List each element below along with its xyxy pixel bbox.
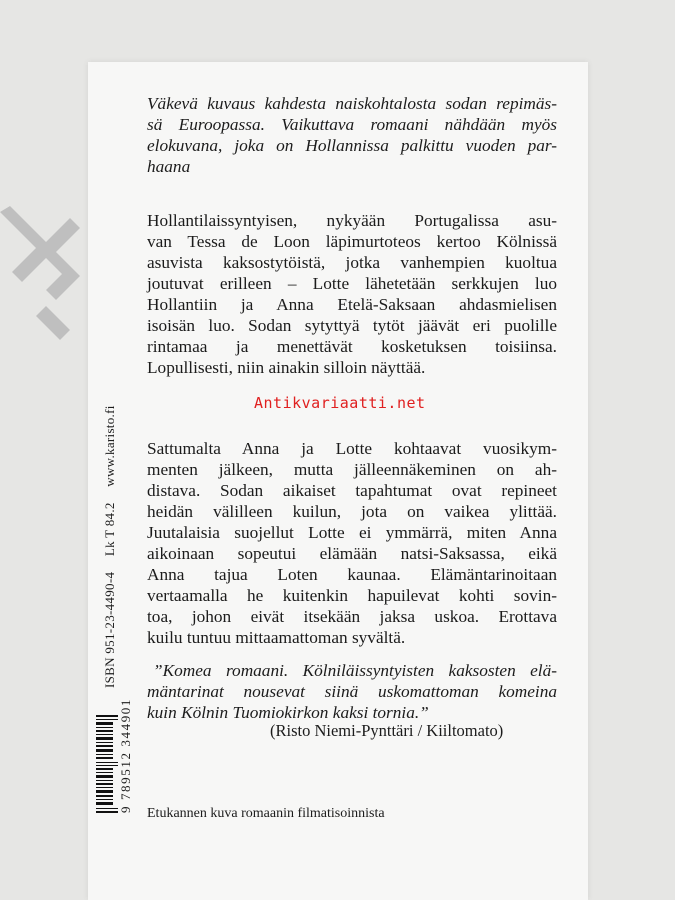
body-line: heidän välilleen kuilun, jota on vaikea ylittää. bbox=[147, 502, 557, 521]
cover-caption: Etukannen kuva romaanin filmatisoinnista bbox=[147, 806, 385, 821]
body-line: van Tessa de Loon läpimurtoteos kertoo Kölnissä bbox=[147, 232, 557, 251]
classification-text: Lk T 84.2 bbox=[102, 502, 117, 557]
watermark: Antikvariaatti.net bbox=[254, 394, 426, 412]
body-line: Sattumalta Anna ja Lotte kohtaavat vuosikym- bbox=[147, 439, 557, 458]
barcode-digits: 9 789512 344901 bbox=[118, 698, 133, 813]
quote-line: ”Komea romaani. Kölniläissyntyisten kaksosten elä- bbox=[153, 661, 557, 680]
quote-line: mäntarinat nousevat siinä uskomattoman komeina bbox=[147, 682, 557, 701]
body-line: menten jälkeen, mutta jälleennäkeminen on ah- bbox=[147, 460, 557, 479]
body-line: aikoinaan sopeutui elämään natsi-Saksassa, eikä bbox=[147, 544, 557, 563]
barcode bbox=[96, 715, 118, 813]
intro-line: elokuvana, joka on Hollannissa palkittu vuoden par- bbox=[147, 136, 557, 155]
body-line: Anna tajua Loten kaunaa. Elämäntarinoitaan bbox=[147, 565, 557, 584]
body-line: toa, johon eivät itsekään jaksa uskoa. Erottava bbox=[147, 607, 557, 626]
body-line: isoisän luo. Sodan sytyttyä tytöt jäävät eri puolille bbox=[147, 316, 557, 335]
body-line: rintamaa ja menettävät kosketuksen toisiinsa. bbox=[147, 337, 557, 356]
body-line: distava. Sodan aikaiset tapahtumat ovat repineet bbox=[147, 481, 557, 500]
body-line: vertaamalla he kuitenkin hapuilevat kohti sovin- bbox=[147, 586, 557, 605]
body-line: joutuvat erilleen – Lotte lähetetään serkkujen luo bbox=[147, 274, 557, 293]
quote-line: kuin Kölnin Tuomiokirkon kaksi tornia.” bbox=[147, 703, 429, 722]
intro-paragraph bbox=[147, 93, 557, 177]
quote-attribution: (Risto Niemi-Pynttäri / Kiiltomato) bbox=[270, 721, 504, 740]
review-quote bbox=[147, 660, 557, 723]
body-line: asuvista kaksostytöistä, jotka vanhempien kuoltua bbox=[147, 253, 557, 272]
swastika-graphic bbox=[0, 176, 80, 356]
body-line: Lopullisesti, niin ainakin silloin näyttää. bbox=[147, 358, 426, 377]
body-line: kuilu tuntuu mittaamattoman syvältä. bbox=[147, 628, 406, 647]
intro-line: sä Euroopassa. Vaikuttava romaani nähdään myös bbox=[147, 115, 557, 134]
body-line: Juutalaisia suojellut Lotte ei ymmärrä, miten Anna bbox=[147, 523, 557, 542]
intro-line: haana bbox=[147, 157, 191, 176]
isbn-text: ISBN 951-23-4490-4 bbox=[102, 571, 117, 688]
body-paragraph-1 bbox=[147, 210, 557, 378]
body-line: Hollantilaissyntyisen, nykyään Portugalissa asu- bbox=[147, 211, 557, 230]
intro-line: Väkevä kuvaus kahdesta naiskohtalosta sodan repimäs- bbox=[147, 94, 557, 113]
body-paragraph-2 bbox=[147, 438, 557, 648]
spine-info bbox=[102, 393, 118, 688]
publisher-url: www.karisto.fi bbox=[102, 405, 117, 487]
body-line: Hollantiin ja Anna Etelä-Saksaan ahdasmielisen bbox=[147, 295, 557, 314]
